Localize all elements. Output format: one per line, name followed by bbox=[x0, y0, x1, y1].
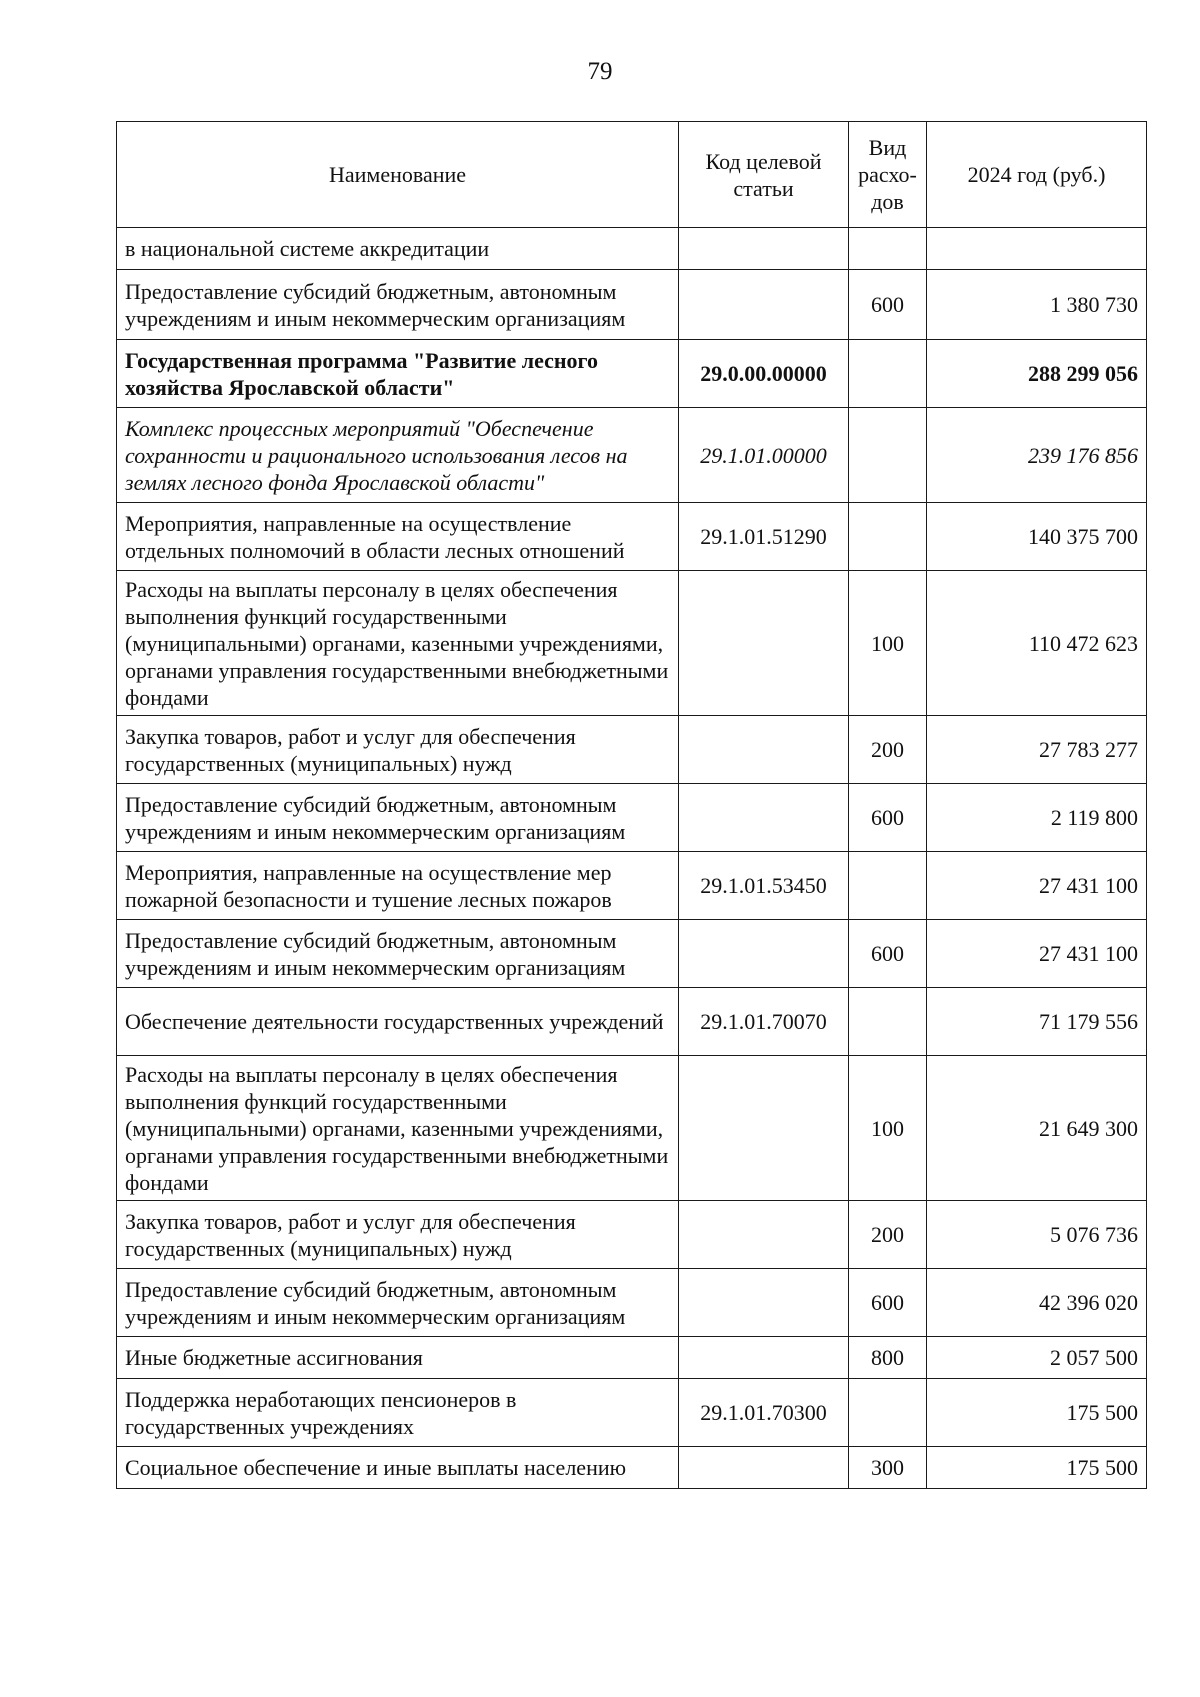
table-row bbox=[117, 1056, 1147, 1201]
table-body bbox=[117, 228, 1147, 1489]
cell-name: Мероприятия, направленные на осуществление мер пожарной безопасности и тушение лесных пожаров bbox=[117, 852, 679, 920]
cell-code bbox=[679, 228, 849, 270]
cell-amount: 2 057 500 bbox=[927, 1337, 1147, 1379]
cell-name: Предоставление субсидий бюджетным, автономным учреждениям и иным некоммерческим организациям bbox=[117, 270, 679, 340]
cell-type: 200 bbox=[849, 1201, 927, 1269]
table-row bbox=[117, 270, 1147, 340]
table-row bbox=[117, 852, 1147, 920]
header-amount: 2024 год (руб.) bbox=[927, 122, 1147, 228]
cell-name: Мероприятия, направленные на осуществление отдельных полномочий в области лесных отношений bbox=[117, 503, 679, 571]
cell-code bbox=[679, 571, 849, 716]
cell-amount: 175 500 bbox=[927, 1379, 1147, 1447]
cell-type bbox=[849, 228, 927, 270]
cell-amount: 2 119 800 bbox=[927, 784, 1147, 852]
cell-type: 100 bbox=[849, 571, 927, 716]
cell-code bbox=[679, 1056, 849, 1201]
table-header bbox=[117, 122, 1147, 228]
cell-code bbox=[679, 1201, 849, 1269]
table-row bbox=[117, 716, 1147, 784]
table-row bbox=[117, 1337, 1147, 1379]
cell-name: Иные бюджетные ассигнования bbox=[117, 1337, 679, 1379]
cell-code bbox=[679, 920, 849, 988]
cell-amount: 239 176 856 bbox=[927, 408, 1147, 503]
cell-amount: 27 431 100 bbox=[927, 852, 1147, 920]
cell-type: 600 bbox=[849, 1269, 927, 1337]
cell-amount: 140 375 700 bbox=[927, 503, 1147, 571]
header-name: Наименование bbox=[117, 122, 679, 228]
table-row bbox=[117, 1379, 1147, 1447]
cell-type bbox=[849, 852, 927, 920]
cell-name: Обеспечение деятельности государственных учреждений bbox=[117, 988, 679, 1056]
cell-amount: 21 649 300 bbox=[927, 1056, 1147, 1201]
table-row bbox=[117, 1269, 1147, 1337]
cell-type bbox=[849, 340, 927, 408]
table-row bbox=[117, 1201, 1147, 1269]
cell-amount: 110 472 623 bbox=[927, 571, 1147, 716]
cell-name: Закупка товаров, работ и услуг для обеспечения государственных (муниципальных) нужд bbox=[117, 716, 679, 784]
header-code: Код целевой статьи bbox=[679, 122, 849, 228]
cell-name: в национальной системе аккредитации bbox=[117, 228, 679, 270]
cell-type bbox=[849, 408, 927, 503]
table-row bbox=[117, 988, 1147, 1056]
table-row bbox=[117, 1447, 1147, 1489]
cell-name: Закупка товаров, работ и услуг для обеспечения государственных (муниципальных) нужд bbox=[117, 1201, 679, 1269]
cell-name: Расходы на выплаты персоналу в целях обеспечения выполнения функций государственными (муниципальными) органами, казенными учреждениями, органами управления государственными внебюджетными фондами bbox=[117, 571, 679, 716]
cell-type: 600 bbox=[849, 784, 927, 852]
cell-amount: 27 783 277 bbox=[927, 716, 1147, 784]
cell-code: 29.1.01.51290 bbox=[679, 503, 849, 571]
cell-type: 600 bbox=[849, 270, 927, 340]
cell-code bbox=[679, 716, 849, 784]
cell-amount bbox=[927, 228, 1147, 270]
cell-code bbox=[679, 270, 849, 340]
cell-code bbox=[679, 1269, 849, 1337]
table-row bbox=[117, 920, 1147, 988]
cell-name: Государственная программа "Развитие лесного хозяйства Ярославской области" bbox=[117, 340, 679, 408]
cell-amount: 288 299 056 bbox=[927, 340, 1147, 408]
cell-code: 29.1.01.70070 bbox=[679, 988, 849, 1056]
cell-amount: 1 380 730 bbox=[927, 270, 1147, 340]
cell-code bbox=[679, 1447, 849, 1489]
table-row bbox=[117, 340, 1147, 408]
cell-name: Расходы на выплаты персоналу в целях обеспечения выполнения функций государственными (муниципальными) органами, казенными учреждениями, органами управления государственными внебюджетными фондами bbox=[117, 1056, 679, 1201]
cell-code bbox=[679, 1337, 849, 1379]
cell-type bbox=[849, 988, 927, 1056]
cell-type bbox=[849, 503, 927, 571]
cell-type: 200 bbox=[849, 716, 927, 784]
cell-code bbox=[679, 784, 849, 852]
cell-amount: 27 431 100 bbox=[927, 920, 1147, 988]
cell-code: 29.0.00.00000 bbox=[679, 340, 849, 408]
table-row bbox=[117, 784, 1147, 852]
cell-amount: 42 396 020 bbox=[927, 1269, 1147, 1337]
cell-type: 300 bbox=[849, 1447, 927, 1489]
budget-table bbox=[116, 121, 1147, 1489]
table-row bbox=[117, 408, 1147, 503]
cell-amount: 175 500 bbox=[927, 1447, 1147, 1489]
header-type: Вид расхо-дов bbox=[849, 122, 927, 228]
cell-code: 29.1.01.70300 bbox=[679, 1379, 849, 1447]
cell-type bbox=[849, 1379, 927, 1447]
cell-name: Предоставление субсидий бюджетным, автономным учреждениям и иным некоммерческим организациям bbox=[117, 1269, 679, 1337]
cell-name: Социальное обеспечение и иные выплаты населению bbox=[117, 1447, 679, 1489]
cell-amount: 71 179 556 bbox=[927, 988, 1147, 1056]
table-row bbox=[117, 503, 1147, 571]
cell-name: Предоставление субсидий бюджетным, автономным учреждениям и иным некоммерческим организациям bbox=[117, 784, 679, 852]
cell-type: 600 bbox=[849, 920, 927, 988]
page-number: 79 bbox=[587, 58, 613, 85]
cell-code: 29.1.01.00000 bbox=[679, 408, 849, 503]
table-row bbox=[117, 228, 1147, 270]
table-row bbox=[117, 571, 1147, 716]
cell-name: Предоставление субсидий бюджетным, автономным учреждениям и иным некоммерческим организациям bbox=[117, 920, 679, 988]
cell-name: Комплекс процессных мероприятий "Обеспечение сохранности и рационального использования лесов на землях лесного фонда Ярославской области" bbox=[117, 408, 679, 503]
cell-amount: 5 076 736 bbox=[927, 1201, 1147, 1269]
cell-type: 800 bbox=[849, 1337, 927, 1379]
cell-code: 29.1.01.53450 bbox=[679, 852, 849, 920]
cell-type: 100 bbox=[849, 1056, 927, 1201]
header-row bbox=[117, 122, 1147, 228]
cell-name: Поддержка неработающих пенсионеров в государственных учреждениях bbox=[117, 1379, 679, 1447]
